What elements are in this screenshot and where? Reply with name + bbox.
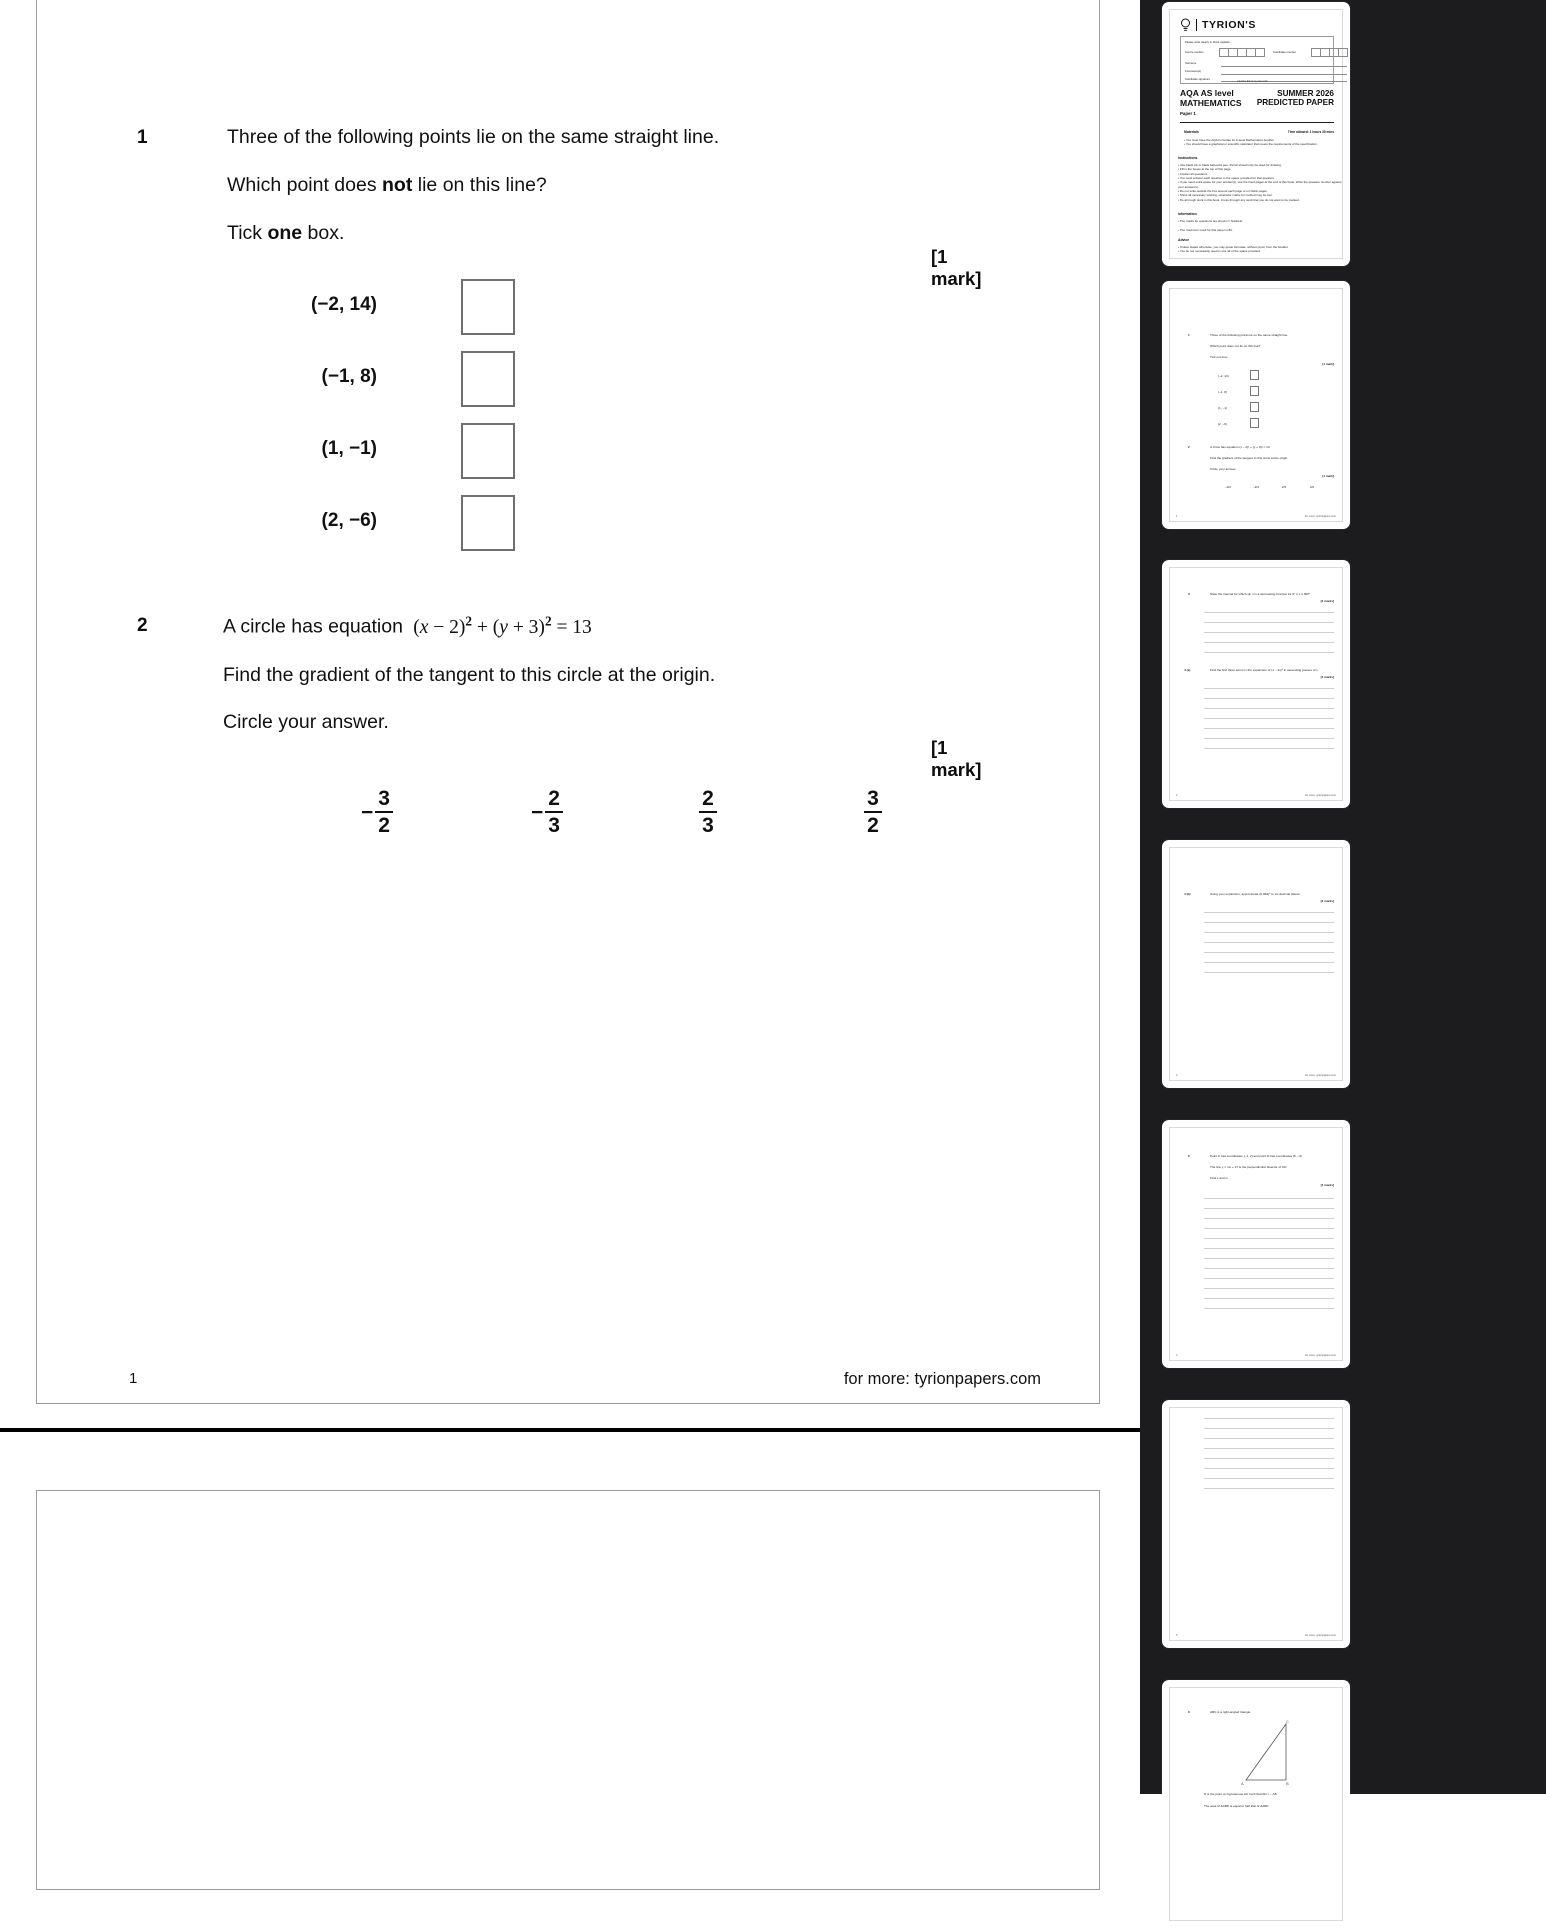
answer-rule[interactable] <box>1204 1198 1334 1199</box>
thumb-page-1-footer: for more: tyrionpapers.com <box>1305 515 1336 518</box>
thumbnail-page-5[interactable] <box>1162 1400 1350 1648</box>
centre-number-cells[interactable] <box>1219 48 1265 57</box>
thumb-page-2-footer: for more: tyrionpapers.com <box>1305 794 1336 797</box>
answer-rule[interactable] <box>1204 708 1334 709</box>
answer-rule[interactable] <box>1204 1248 1334 1249</box>
choice-0-sign: − <box>361 800 374 824</box>
question-1-marks: [1 mark] <box>931 246 982 289</box>
cover-divider <box>1180 122 1334 123</box>
section-text-materials: • You must have the AQA Formulae for A-level Mathematics booklet. • You should have a graphical or scientific calculator that meets the requirements of the specification. <box>1184 138 1318 147</box>
thumb-q1-mark: [1 mark] <box>1322 362 1334 366</box>
thumb-q1-number: 1 <box>1188 333 1190 337</box>
choice-2-denominator: 3 <box>702 814 714 837</box>
answer-rule[interactable] <box>1204 1458 1334 1459</box>
season-title <box>1257 89 1334 107</box>
svg-text:A: A <box>1241 1781 1244 1786</box>
thumbnail-page-4[interactable] <box>1162 1120 1350 1368</box>
thumb-q2-line-1: A circle has equation (x – 2)² + (y + 3)² = 13 <box>1210 445 1270 449</box>
thumb-q2-number: 2 <box>1188 445 1190 449</box>
forenames-rule[interactable] <box>1221 74 1347 75</box>
thumb-q1-opt-3: (2, –6) <box>1218 422 1227 426</box>
thumbnail-page-1-content <box>1169 288 1343 522</box>
answer-rule[interactable] <box>1204 728 1334 729</box>
thumb-q5-number: 4 (b) <box>1184 892 1191 896</box>
choice-0-denominator: 2 <box>378 814 390 837</box>
document-page-2 <box>36 1490 1100 1890</box>
question-2-line-2: Find the gradient of the tangent to this circle at the origin. <box>223 664 716 686</box>
thumb-page-3-footer: for more: tyrionpapers.com <box>1305 1074 1336 1077</box>
thumb-q1-line-2: Which point does not lie on this line? <box>1210 344 1261 348</box>
answer-rule[interactable] <box>1204 1478 1334 1479</box>
candidate-details-box <box>1180 36 1334 84</box>
field-label-candidate-number: Candidate number <box>1273 50 1297 54</box>
thumb-q3-text: State the interval for which sin x is a decreasing function for 0° ≤ x ≤ 360° <box>1210 592 1311 596</box>
answer-choice-2[interactable] <box>667 788 747 836</box>
season-line-2: PREDICTED PAPER <box>1256 98 1334 108</box>
answer-rule[interactable] <box>1204 1448 1334 1449</box>
option-label: (1, −1) <box>321 438 377 459</box>
brand-name: TYRION'S <box>1202 19 1256 31</box>
answer-rule[interactable] <box>1204 912 1334 913</box>
question-1-number: 1 <box>137 127 148 148</box>
answer-rule[interactable] <box>1204 642 1334 643</box>
thumb-q5-mark: [2 marks] <box>1320 899 1334 903</box>
answer-rule[interactable] <box>1204 922 1334 923</box>
thumb-q2-line-3: Circle your answer. <box>1210 467 1237 471</box>
thumb-q1-opt-2: (1, –1) <box>1218 406 1227 410</box>
document-page-1 <box>36 0 1100 1404</box>
answer-rule[interactable] <box>1204 698 1334 699</box>
choice-2-numerator: 2 <box>702 787 714 810</box>
thumb-q4-mark: [3 marks] <box>1320 675 1334 679</box>
section-heading-information: Information <box>1178 212 1197 216</box>
thumb-q2-choice-3: 3/2 <box>1309 485 1315 489</box>
thumb-q4-number: 4 (a) <box>1184 668 1191 672</box>
choice-3-denominator: 2 <box>867 814 879 837</box>
answer-rule[interactable] <box>1204 632 1334 633</box>
answer-rule[interactable] <box>1204 1218 1334 1219</box>
tick-box-option-1[interactable] <box>461 351 515 407</box>
thumb-q6-mark: [4 marks] <box>1320 1183 1334 1187</box>
choice-1-numerator: 2 <box>548 787 560 810</box>
answer-rule[interactable] <box>1204 622 1334 623</box>
thumb-q6-line-1: Point C has coordinates (–1, 2) and point D has coordinates (5, –4) <box>1210 1154 1302 1158</box>
answer-rule[interactable] <box>1204 1438 1334 1439</box>
answer-rule[interactable] <box>1204 962 1334 963</box>
answer-rule[interactable] <box>1204 1238 1334 1239</box>
answer-choice-3[interactable] <box>832 788 912 836</box>
question-2-marks: [1 mark] <box>931 737 982 780</box>
question-2-stem: A circle has equation <box>223 615 403 638</box>
thumb-q2-mark: [1 mark] <box>1322 474 1334 478</box>
section-heading-materials: Materials <box>1184 130 1199 134</box>
answer-rule[interactable] <box>1204 1228 1334 1229</box>
thumb-tickbox-0[interactable] <box>1250 370 1259 380</box>
tick-box-option-0[interactable] <box>461 279 515 335</box>
answer-rule[interactable] <box>1204 942 1334 943</box>
thumb-tickbox-2[interactable] <box>1250 402 1259 412</box>
choice-3-numerator: 3 <box>867 787 879 810</box>
thumbnail-page-3-content <box>1169 847 1343 1081</box>
answer-rule[interactable] <box>1204 952 1334 953</box>
tick-box-option-2[interactable] <box>461 423 515 479</box>
thumb-page-3-number: 3 <box>1176 1074 1178 1077</box>
thumb-page-4-number: 4 <box>1176 1354 1178 1357</box>
footer-url: for more: tyrionpapers.com <box>843 1370 1041 1388</box>
svg-text:C: C <box>1286 1719 1289 1724</box>
answer-rule[interactable] <box>1204 972 1334 973</box>
thumb-page-1-number: 1 <box>1176 515 1178 518</box>
thumb-page-5-footer: for more: tyrionpapers.com <box>1305 1634 1336 1637</box>
thumb-q3-mark: [2 marks] <box>1320 599 1334 603</box>
field-label-centre-number: Centre number <box>1185 50 1204 54</box>
thumb-q6-number: 5 <box>1188 1154 1190 1158</box>
thumbnail-cover[interactable] <box>1162 2 1350 266</box>
thumb-q3-number: 3 <box>1188 592 1190 596</box>
thumb-q6-line-3: Find c and m <box>1210 1176 1228 1180</box>
thumb-q1-opt-1: (–1, 8) <box>1218 390 1227 394</box>
declaration-note: I declare this is my own work <box>1237 80 1268 83</box>
course-line-2: MATHEMATICS <box>1180 97 1242 108</box>
option-label: (2, −6) <box>321 510 377 531</box>
paper-label: Paper 1 <box>1180 111 1196 116</box>
question-1-line-3: Tick one box. <box>227 222 345 244</box>
thumbnail-cover-content <box>1169 9 1343 259</box>
thumb-q1-opt-0: (–2, 14) <box>1218 374 1229 378</box>
answer-rule[interactable] <box>1204 1468 1334 1469</box>
thumb-tickbox-1[interactable] <box>1250 386 1259 396</box>
thumbnail-page-1[interactable] <box>1162 281 1350 529</box>
thumb-q6-line-2: The line y = mx + 17 is the perpendicular bisector of CD. <box>1210 1165 1288 1169</box>
choice-0-numerator: 3 <box>378 787 390 810</box>
choice-1-denominator: 3 <box>548 814 560 837</box>
thumbnail-page-3[interactable] <box>1162 840 1350 1088</box>
answer-rule[interactable] <box>1204 1418 1334 1419</box>
answer-rule[interactable] <box>1204 1258 1334 1259</box>
answer-rule[interactable] <box>1204 1488 1334 1489</box>
answer-rule[interactable] <box>1204 1288 1334 1289</box>
section-text-information: • The marks for questions are shown in brackets. • The maximum mark for this paper is 80. <box>1178 219 1243 232</box>
question-2-equation: $(x - 2)^2 + (y + 3)^2 = 13$ <box>408 613 592 638</box>
question-1-line-2: Which point does not lie on this line? <box>227 174 547 196</box>
answer-rule[interactable] <box>1204 748 1334 749</box>
thumb-q2-choice-2: 2/3 <box>1281 485 1287 489</box>
section-text-advice: • Unless stated otherwise, you may quote formulae, without proof, from the booklet. • You do not necessarily need to use all of the space provided. <box>1178 245 1289 254</box>
thumbnail-page-6[interactable] <box>1162 1680 1350 1928</box>
thumb-q1-line-1: Three of the following points lie on the same straight line. <box>1210 333 1289 337</box>
answer-rule[interactable] <box>1204 1268 1334 1269</box>
course-line-1: AQA AS level <box>1180 88 1234 98</box>
question-1-line-1: Three of the following points lie on the same straight line. <box>227 126 720 148</box>
answer-rule[interactable] <box>1204 612 1334 613</box>
thumbnail-page-4-content <box>1169 1127 1343 1361</box>
option-label: (−2, 14) <box>310 294 377 315</box>
answer-rule[interactable] <box>1204 688 1334 689</box>
section-heading-advice: Advice <box>1178 238 1190 242</box>
thumbnail-page-5-content <box>1169 1407 1343 1641</box>
thumb-q5-text: Using your expansion, approximate (0.994)⁶ to six decimal places. <box>1210 892 1301 896</box>
thumbnail-sidebar[interactable] <box>1140 0 1546 1808</box>
thumbnail-page-2-content <box>1169 567 1343 801</box>
answer-choice-1[interactable] <box>507 788 587 836</box>
choice-3-bar <box>864 811 882 813</box>
answer-rule[interactable] <box>1204 932 1334 933</box>
choice-1-sign: − <box>531 800 544 824</box>
thumb-page-2-number: 2 <box>1176 794 1178 797</box>
thumb-q2-choice-0: –3/2 <box>1225 485 1231 489</box>
thumb-q1-line-3: Tick one box. <box>1210 355 1229 359</box>
surname-rule[interactable] <box>1221 66 1347 67</box>
thumb-page-5-number: 5 <box>1176 1634 1178 1637</box>
block-capitals-note: Please write clearly in block capitals. <box>1185 40 1231 44</box>
choice-1-bar <box>545 811 563 813</box>
brand-logo <box>1180 18 1256 32</box>
lightbulb-icon <box>1180 18 1191 32</box>
thumb-q7-number: 6 <box>1188 1710 1190 1714</box>
section-text-instructions: • Use black ink or black ball-point pen. Pencil should only be used for drawing. • Fill in the boxes at the top of this page. • Answer all questions. • You must answer each question in the space provided for that question. • If you need extra space for your answer(s), use the lined pages at the end of this book. Write the question number against your answer(s). • Do not write outside the box around each page or on blank pages. • Show all necessary working; otherwise marks for method may be lost. • Do all rough work in this book. Cross through any work that you do not want to be marked. <box>1178 163 1342 202</box>
choice-2-bar <box>699 811 717 813</box>
answer-rule[interactable] <box>1204 1278 1334 1279</box>
answer-rule[interactable] <box>1204 1208 1334 1209</box>
thumb-page-4-footer: for more: tyrionpapers.com <box>1305 1354 1336 1357</box>
section-heading-instructions: Instructions <box>1178 156 1198 160</box>
thumb-q7-text: ABC is a right-angled triangle. <box>1210 1710 1252 1714</box>
question-2-number: 2 <box>137 615 148 636</box>
thumb-q7-line-2: The area of ΔABD is equal to half that of ΔABC <box>1204 1804 1269 1808</box>
question-2-line-1 <box>223 613 592 639</box>
thumbnail-page-2[interactable] <box>1162 560 1350 808</box>
logo-divider <box>1196 19 1197 31</box>
thumb-tickbox-3[interactable] <box>1250 418 1259 428</box>
svg-text:B: B <box>1286 1781 1289 1786</box>
page-number-footer: 1 <box>129 1370 138 1387</box>
season-line-1: SUMMER 2026 <box>1277 89 1334 98</box>
answer-rule[interactable] <box>1204 1428 1334 1429</box>
option-label: (−1, 8) <box>321 366 377 387</box>
thumb-q4-text: Find the first three terms in the expansion of (1 – 3x)⁶ in ascending powers of x <box>1210 668 1318 672</box>
question-2-line-3: Circle your answer. <box>223 711 389 733</box>
answer-rule[interactable] <box>1204 1298 1334 1299</box>
page-separator <box>0 1428 1140 1432</box>
field-label-forenames: Forename(s) <box>1185 69 1202 73</box>
answer-rule[interactable] <box>1204 652 1334 653</box>
answer-rule[interactable] <box>1204 1308 1334 1309</box>
thumb-q2-line-2: Find the gradient of the tangent to this circle at the origin. <box>1210 456 1289 460</box>
field-label-surname: Surname <box>1185 61 1197 65</box>
thumb-q7-line-1: D is the point on hypotenuse AC such that AD = – AB <box>1204 1792 1277 1796</box>
course-title <box>1180 89 1242 108</box>
tick-box-option-3[interactable] <box>461 495 515 551</box>
thumbnail-page-6-content <box>1169 1687 1343 1921</box>
field-label-signature: Candidate signature <box>1185 77 1211 81</box>
answer-rule[interactable] <box>1204 718 1334 719</box>
choice-0-bar <box>375 811 393 813</box>
time-allowed: Time allowed: 1 hours 30 mins <box>1287 130 1334 134</box>
triangle-diagram <box>1240 1718 1292 1786</box>
candidate-number-cells[interactable] <box>1311 48 1348 57</box>
answer-rule[interactable] <box>1204 738 1334 739</box>
thumb-q2-choice-1: –2/3 <box>1253 485 1259 489</box>
answer-choice-0[interactable] <box>337 788 417 836</box>
